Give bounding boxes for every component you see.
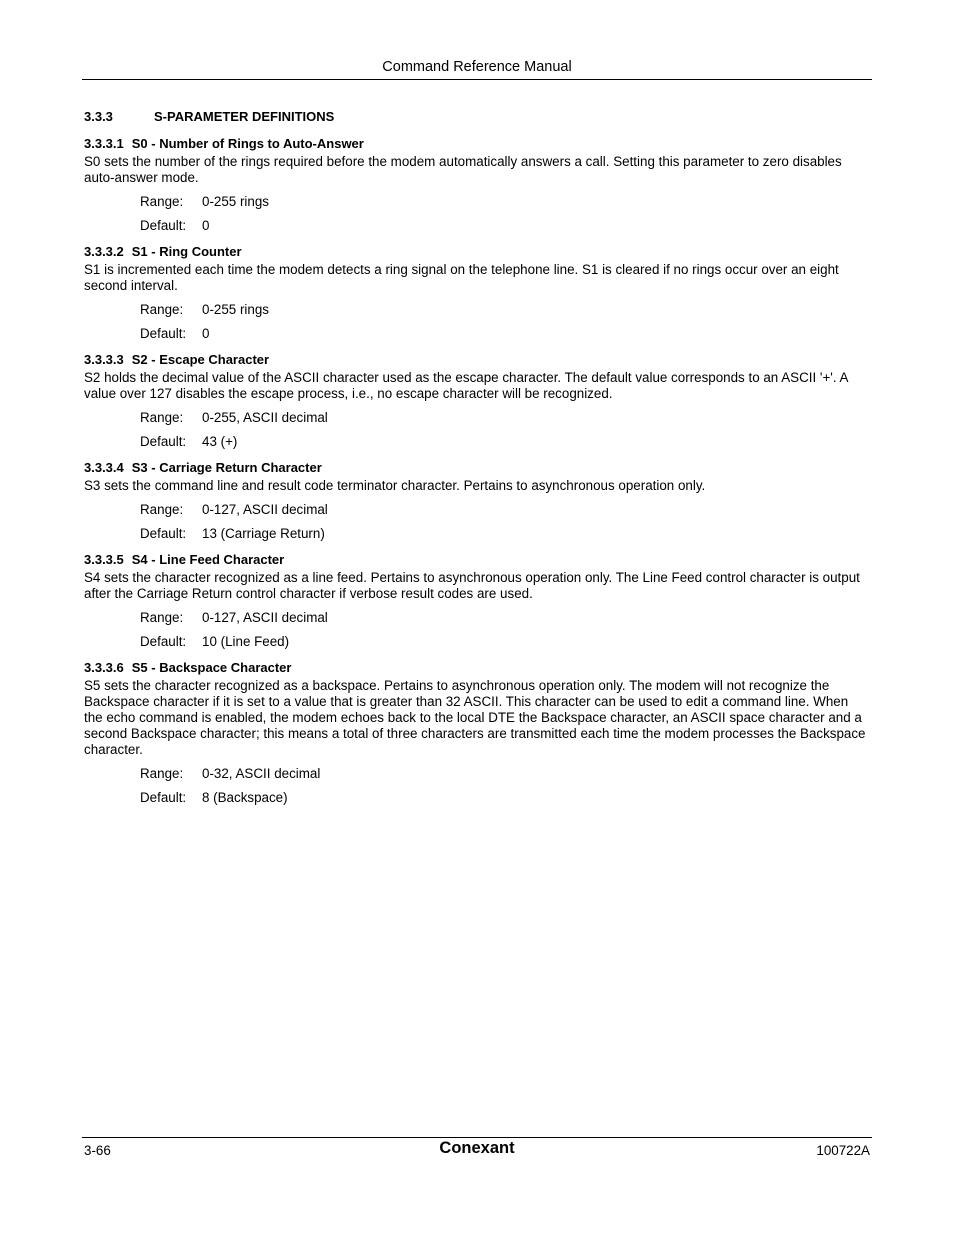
range-row bbox=[140, 610, 868, 626]
default-label: Default: bbox=[140, 790, 187, 805]
default-label: Default: bbox=[140, 634, 187, 649]
range-label: Range: bbox=[140, 610, 184, 625]
range-value: 0-127, ASCII decimal bbox=[202, 610, 328, 625]
section-heading bbox=[84, 109, 868, 124]
default-row bbox=[140, 790, 868, 806]
default-row bbox=[140, 326, 868, 342]
subsection-title: S4 - Line Feed Character bbox=[131, 552, 285, 567]
subsection-heading bbox=[84, 460, 868, 475]
range-value: 0-255, ASCII decimal bbox=[202, 410, 328, 425]
subsection-title: S1 - Ring Counter bbox=[131, 244, 242, 259]
subsection-s0 bbox=[84, 136, 868, 234]
default-value: 10 (Line Feed) bbox=[202, 634, 290, 649]
range-label: Range: bbox=[140, 302, 184, 317]
company-name: Conexant bbox=[439, 1139, 515, 1157]
default-label: Default: bbox=[140, 218, 187, 233]
range-label: Range: bbox=[140, 766, 184, 781]
default-row bbox=[140, 634, 868, 650]
range-label: Range: bbox=[140, 194, 184, 209]
subsection-number: 3.3.3.1 bbox=[84, 136, 124, 151]
subsection-number: 3.3.3.6 bbox=[84, 660, 124, 675]
subsection-number: 3.3.3.4 bbox=[84, 460, 124, 475]
default-value: 8 (Backspace) bbox=[202, 790, 288, 805]
section-number: 3.3.3 bbox=[84, 109, 113, 124]
range-row bbox=[140, 502, 868, 518]
subsection-s4 bbox=[84, 552, 868, 650]
default-label: Default: bbox=[140, 526, 187, 541]
subsection-title: S5 - Backspace Character bbox=[131, 660, 292, 675]
subsection-description: S3 sets the command line and result code terminator character. Pertains to asynchronous operation only. bbox=[84, 478, 706, 493]
subsection-description: S4 sets the character recognized as a line feed. Pertains to asynchronous operation only. The Line Feed control character is output after the Carriage Return control character if verbose result codes are used. bbox=[84, 570, 860, 601]
subsection-title: S0 - Number of Rings to Auto-Answer bbox=[131, 136, 364, 151]
default-label: Default: bbox=[140, 326, 187, 341]
page-content bbox=[84, 109, 868, 816]
header-rule bbox=[82, 79, 872, 80]
subsection-description: S2 holds the decimal value of the ASCII character used as the escape character. The default value corresponds to an ASCII '+'. A value over 127 disables the escape process, i.e., no escape character will be recognized. bbox=[84, 370, 848, 401]
subsection-heading bbox=[84, 136, 868, 151]
range-value: 0-32, ASCII decimal bbox=[202, 766, 321, 781]
subsection-s1 bbox=[84, 244, 868, 342]
page-header-title: Command Reference Manual bbox=[382, 59, 572, 75]
subsection-s3 bbox=[84, 460, 868, 542]
subsection-description: S1 is incremented each time the modem detects a ring signal on the telephone line. S1 is cleared if no rings occur over an eight second interval. bbox=[84, 262, 839, 293]
default-row bbox=[140, 218, 868, 234]
footer-rule bbox=[82, 1137, 872, 1138]
default-value: 43 (+) bbox=[202, 434, 238, 449]
range-label: Range: bbox=[140, 410, 184, 425]
range-row bbox=[140, 766, 868, 782]
default-value: 0 bbox=[202, 326, 210, 341]
subsection-title: S2 - Escape Character bbox=[131, 352, 270, 367]
subsection-title: S3 - Carriage Return Character bbox=[131, 460, 322, 475]
range-row bbox=[140, 410, 868, 426]
subsection-number: 3.3.3.5 bbox=[84, 552, 124, 567]
range-value: 0-255 rings bbox=[202, 302, 269, 317]
range-value: 0-255 rings bbox=[202, 194, 269, 209]
subsection-heading bbox=[84, 352, 868, 367]
default-value: 13 (Carriage Return) bbox=[202, 526, 325, 541]
subsection-s5 bbox=[84, 660, 868, 806]
document-number: 100722A bbox=[816, 1143, 870, 1158]
default-label: Default: bbox=[140, 434, 187, 449]
default-row bbox=[140, 526, 868, 542]
subsection-heading bbox=[84, 660, 868, 675]
subsection-number: 3.3.3.2 bbox=[84, 244, 124, 259]
subsection-s2 bbox=[84, 352, 868, 450]
page-number: 3-66 bbox=[84, 1143, 111, 1158]
subsection-heading bbox=[84, 244, 868, 259]
default-value: 0 bbox=[202, 218, 210, 233]
subsection-description: S0 sets the number of the rings required before the modem automatically answers a call. Setting this parameter to zero disables auto-answer mode. bbox=[84, 154, 842, 185]
subsection-description: S5 sets the character recognized as a backspace. Pertains to asynchronous operation only. The modem will not recognize the Backspace character if it is set to a value that is greater than 32 ASCII. This character can be used to edit a command line. When the echo command is enabled, the modem echoes back to the local DTE the Backspace character, an ASCII space character and a second Backspace character; this means a total of three characters are transmitted each time the modem processes the Backspace character. bbox=[84, 678, 866, 757]
range-row bbox=[140, 302, 868, 318]
range-row bbox=[140, 194, 868, 210]
default-row bbox=[140, 434, 868, 450]
range-label: Range: bbox=[140, 502, 184, 517]
section-title: S-PARAMETER DEFINITIONS bbox=[154, 109, 335, 124]
range-value: 0-127, ASCII decimal bbox=[202, 502, 328, 517]
subsection-number: 3.3.3.3 bbox=[84, 352, 124, 367]
subsection-heading bbox=[84, 552, 868, 567]
